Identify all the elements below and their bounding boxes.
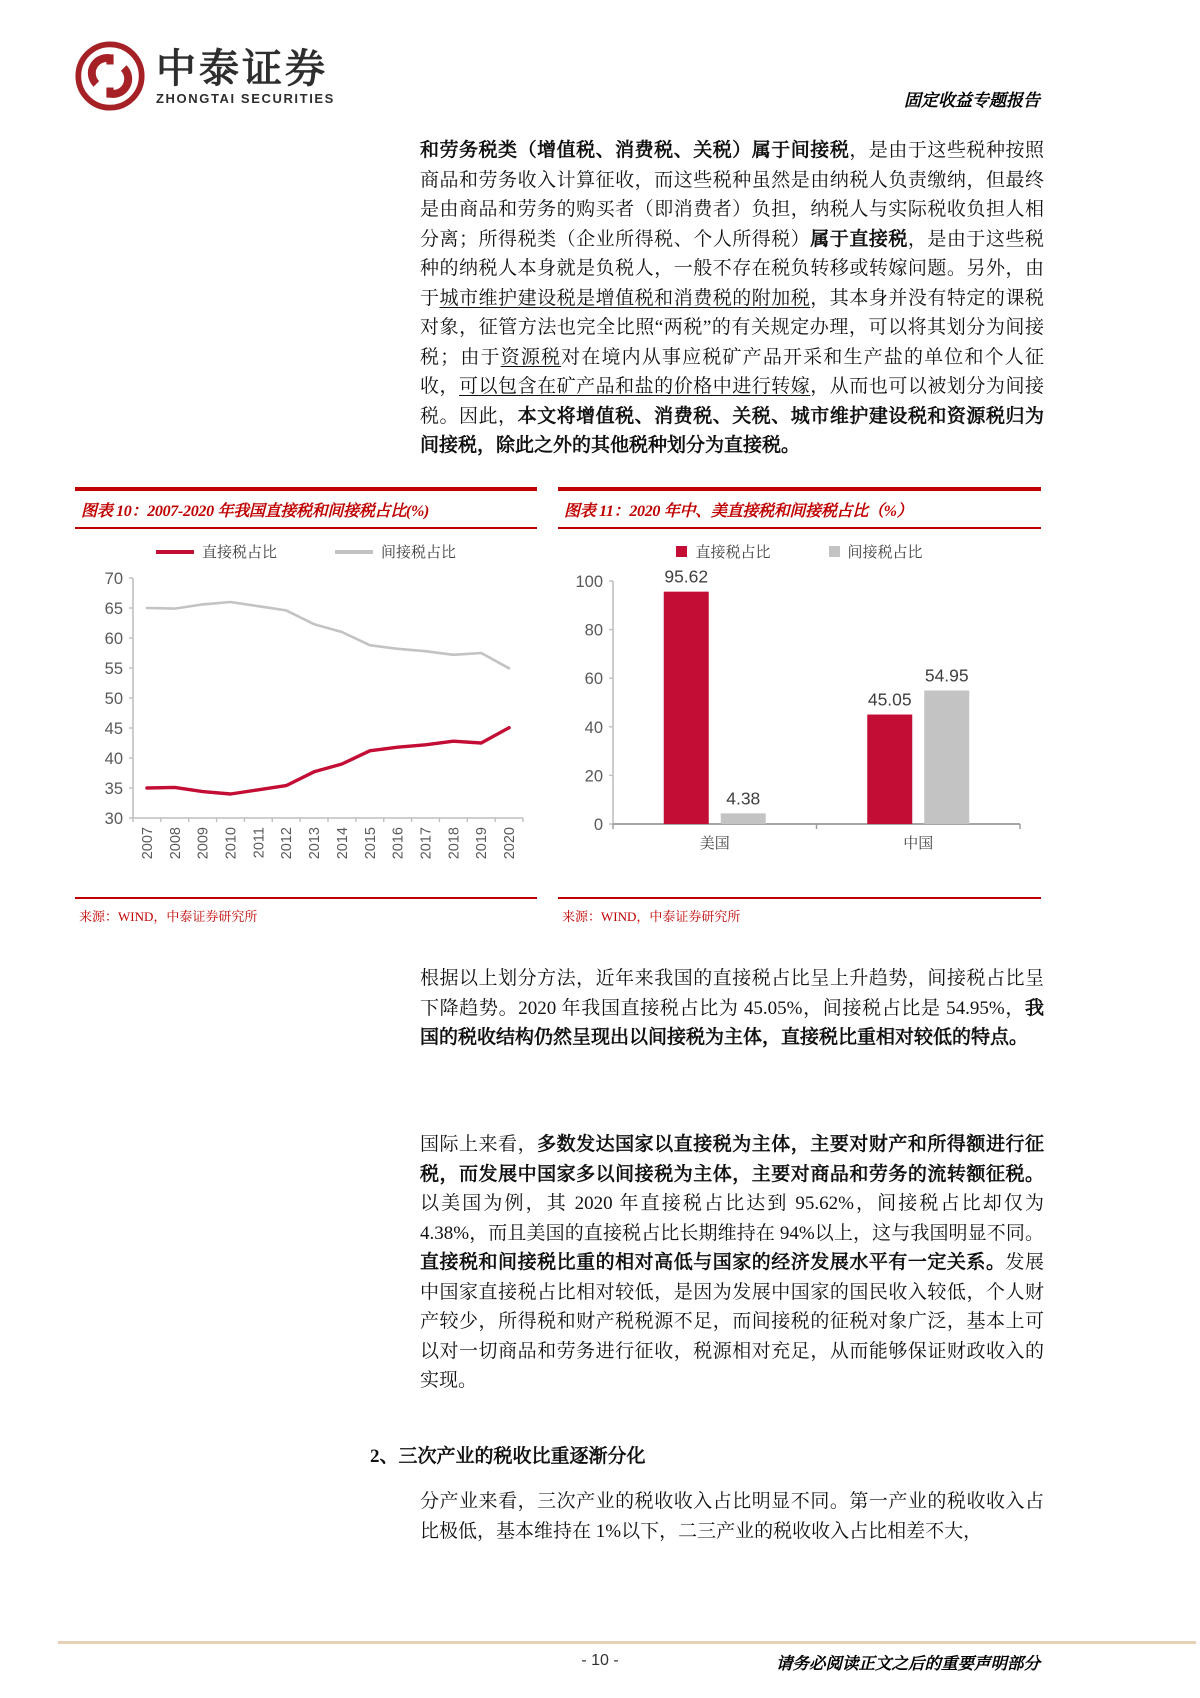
y-tick-label: 35 — [104, 780, 123, 798]
brand-name-en: ZHONGTAI SECURITIES — [156, 90, 335, 106]
y-tick-label: 45 — [104, 720, 123, 738]
figure-10-title-rule — [75, 527, 537, 529]
text-run: ，是由于这些税种按照商品和劳务收入计算征收，而这些税种虽然是由纳税人负责缴纳，但最终是由商品和劳务的购买者（即消费者）负担，纳税人与实际税收负担人相分离；所得税类（企业所得税、个人所得税） — [420, 140, 1044, 250]
text-run: 发展中国家直接税占比相对较低，是因为发展中国家的国民收入较低，个人财产较少，所得税和财产税税源不足，而间接税的征税对象广泛，基本上可以对一切商品和劳务进行征收，税源相对充足，从而能够保证财政收入的实现。 — [420, 1252, 1044, 1391]
text-run: 资源税 — [500, 346, 562, 368]
text-run: 国际上来看， — [420, 1134, 538, 1155]
legend-swatch-icon — [676, 546, 687, 557]
y-tick-label: 50 — [104, 690, 123, 708]
brand-name-cn: 中泰证券 — [156, 46, 328, 91]
bar-value-label: 95.62 — [664, 566, 709, 587]
figure-11-title: 图表 11：2020 年中、美直接税和间接税占比（%） — [564, 503, 913, 520]
x-tick-label: 2017 — [418, 827, 435, 860]
legend-item — [335, 541, 456, 562]
bar-value-label: 54.95 — [924, 665, 969, 686]
bar-value-label: 45.05 — [867, 689, 912, 710]
x-tick-label: 2016 — [390, 827, 407, 860]
header-brand — [74, 40, 335, 112]
figure-11 — [558, 487, 1041, 924]
x-tick-label: 2012 — [279, 827, 296, 860]
x-tick-label: 2007 — [139, 827, 156, 860]
bar-美国-间接税占比 — [721, 813, 766, 824]
figure-11-title-rule — [558, 527, 1041, 529]
y-tick-label: 55 — [104, 660, 123, 678]
page-number: - 10 - — [581, 1652, 619, 1669]
text-run: 以美国为例，其 2020 年直接税占比达到 95.62%，间接税占比却仅为 4.38%，而且美国的直接税占比长期维持在 94%以上，这与我国明显不同。 — [420, 1193, 1044, 1244]
text-run: ，是由于这些税种的纳税人本身就是负税人，一般不存在税负转移或转嫁问题。另外，由于 — [420, 228, 1044, 309]
text-run: 我国的税收结构仍然呈现出以间接税为主体，直接税比重相对较低的特点。 — [420, 997, 1044, 1048]
x-tick-label: 2018 — [446, 827, 463, 860]
footer-divider — [58, 1641, 1196, 1644]
legend-label: 间接税占比 — [381, 545, 457, 561]
x-tick-label: 2020 — [502, 827, 519, 860]
legend-swatch-icon — [335, 550, 373, 554]
figure-11-source: 来源：WIND，中泰证券研究所 — [562, 909, 741, 924]
legend-swatch-icon — [156, 550, 194, 554]
y-tick-label: 60 — [584, 670, 603, 689]
paragraph-international-comparison — [420, 1130, 1044, 1396]
paragraph-tax-classification — [420, 136, 1044, 461]
report-type-label: 固定收益专题报告 — [904, 91, 1040, 110]
figure-10 — [75, 487, 537, 924]
figure-10-bottom-rule — [75, 897, 537, 899]
y-tick-label: 40 — [104, 750, 123, 768]
text-run: 属于直接税 — [810, 228, 908, 250]
legend-item — [676, 541, 770, 562]
text-run: 分产业来看，三次产业的税收收入占比明显不同。第一产业的税收收入占比极低，基本维持在 1%以下，二三产业的税收收入占比相差不大， — [420, 1491, 1044, 1542]
figure-10-legend — [75, 541, 537, 562]
y-tick-label: 30 — [104, 810, 123, 828]
text-run: ，从而也可以被划分为间接税。因此， — [420, 376, 1044, 427]
line-chart-direct-vs-indirect-tax — [75, 566, 529, 902]
y-tick-label: 20 — [584, 767, 603, 786]
category-label: 美国 — [699, 835, 730, 852]
footer-disclaimer: 请务必阅读正文之后的重要声明部分 — [776, 1654, 1040, 1673]
y-tick-label: 80 — [584, 621, 603, 640]
category-label: 中国 — [903, 835, 934, 852]
x-tick-label: 2009 — [195, 827, 212, 860]
legend-item — [156, 541, 277, 562]
line-series-间接税占比 — [147, 602, 509, 668]
line-series-直接税占比 — [147, 728, 509, 794]
text-run: 对在境内从事应税矿产品开采和生产盐的单位和个人征收， — [420, 346, 1044, 397]
text-run: 和劳务税类（增值税、消费税、关税）属于间接税 — [420, 140, 850, 161]
x-tick-label: 2008 — [167, 827, 184, 860]
legend-label: 直接税占比 — [695, 545, 771, 561]
text-run: ，其本身并没有特定的课税对象，征管方法也完全比照“两税”的有关规定办理，可以将其划分为间接税；由于 — [420, 287, 1044, 368]
bar-中国-直接税占比 — [867, 715, 912, 824]
x-tick-label: 2011 — [251, 827, 268, 859]
x-tick-label: 2014 — [334, 827, 351, 860]
bar-chart-china-us-tax-share — [558, 566, 1033, 902]
text-run: 本文将增值税、消费税、关税、城市维护建设税和资源税归为间接税，除此之外的其他税种划分为直接税。 — [420, 405, 1044, 456]
y-tick-label: 65 — [104, 600, 123, 618]
bar-中国-间接税占比 — [924, 690, 969, 824]
section-heading-2: 2、三次产业的税收比重逐渐分化 — [370, 1446, 646, 1467]
legend-item — [829, 541, 923, 562]
y-tick-label: 60 — [104, 630, 123, 648]
x-tick-label: 2019 — [474, 827, 491, 860]
y-tick-label: 100 — [575, 573, 603, 591]
text-run: 直接税和间接税比重的相对高低与国家的经济发展水平有一定关系。 — [420, 1252, 1006, 1273]
x-tick-label: 2010 — [223, 827, 240, 860]
legend-swatch-icon — [829, 546, 840, 557]
brand-text — [156, 47, 335, 106]
figure-11-bottom-rule — [558, 897, 1041, 899]
zhongtai-logo-icon — [74, 40, 146, 112]
x-tick-label: 2013 — [307, 827, 324, 860]
figure-10-source: 来源：WIND，中泰证券研究所 — [79, 909, 258, 924]
text-run: 城市维护建设税是增值税和消费税的附加税 — [439, 287, 811, 309]
figure-11-legend — [558, 541, 1041, 562]
paragraph-industry-tax — [420, 1487, 1044, 1546]
legend-label: 直接税占比 — [201, 545, 277, 561]
text-run: 可以包含在矿产品和盐的价格中进行转嫁 — [459, 376, 811, 397]
text-run: 多数发达国家以直接税为主体，主要对财产和所得额进行征税，而发展中国家多以间接税为主体，主要对商品和劳务的流转额征税。 — [420, 1134, 1044, 1185]
figure-10-title: 图表 10：2007-2020 年我国直接税和间接税占比(%) — [81, 503, 430, 520]
y-tick-label: 40 — [584, 718, 603, 737]
y-tick-label: 0 — [593, 816, 603, 834]
legend-label: 间接税占比 — [847, 545, 923, 561]
bar-美国-直接税占比 — [664, 592, 709, 824]
y-tick-label: 70 — [104, 570, 123, 588]
paragraph-china-trend — [420, 964, 1044, 1053]
text-run: 根据以上划分方法，近年来我国的直接税占比呈上升趋势，间接税占比呈下降趋势。2020 年我国直接税占比为 45.05%，间接税占比是 54.95%， — [420, 968, 1044, 1019]
x-tick-label: 2015 — [362, 827, 379, 860]
bar-value-label: 4.38 — [726, 788, 761, 809]
